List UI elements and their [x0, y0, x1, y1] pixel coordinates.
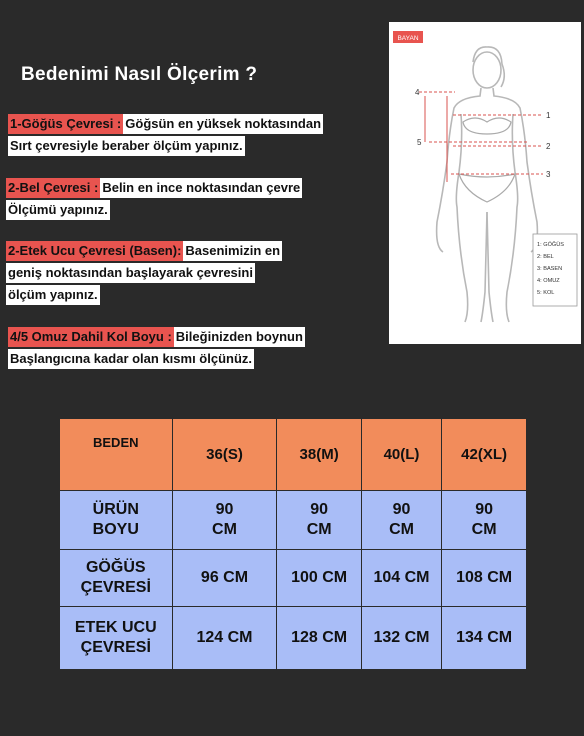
table-cell: 128 CM [277, 607, 361, 670]
row-label: ETEK UCU ÇEVRESİ [60, 607, 173, 670]
table-cell: 90 CM [442, 491, 527, 550]
table-header: 42(XL) [442, 419, 527, 491]
table-row [60, 491, 527, 550]
table-header: BEDEN [60, 419, 173, 491]
instruction-text: ölçüm yapınız. [6, 285, 100, 305]
figure-tag: BAYAN [397, 35, 419, 42]
instruction-text: Bileğinizden boynun [174, 327, 305, 347]
table-row [60, 550, 527, 607]
marker-3: 3 [546, 170, 551, 179]
instruction-text: geniş noktasından başlayarak çevresini [6, 263, 255, 283]
instruction-label: 1-Göğüs Çevresi : [8, 114, 123, 134]
instruction-text: Belin en ince noktasından çevre [100, 178, 302, 198]
marker-2: 2 [546, 142, 551, 151]
table-cell: 132 CM [361, 607, 441, 670]
body-figure-illustration [389, 22, 581, 344]
instruction-waist [6, 178, 302, 220]
instruction-hip [6, 241, 282, 305]
instruction-text: Sırt çevresiyle beraber ölçüm yapınız. [8, 136, 245, 156]
instruction-label: 4/5 Omuz Dahil Kol Boyu : [8, 327, 174, 347]
body-silhouette [437, 47, 538, 322]
table-cell: 90 CM [277, 491, 361, 550]
table-cell: 104 CM [361, 550, 441, 607]
size-table [59, 418, 527, 670]
table-cell: 134 CM [442, 607, 527, 670]
table-cell: 90 CM [172, 491, 277, 550]
table-row [60, 607, 527, 670]
table-cell: 108 CM [442, 550, 527, 607]
table-header: 38(M) [277, 419, 361, 491]
instruction-label: 2-Etek Ucu Çevresi (Basen): [6, 241, 183, 261]
marker-4: 4 [415, 88, 420, 97]
legend-item: 4: OMUZ [537, 278, 560, 284]
instruction-chest [8, 114, 323, 156]
row-label: ÜRÜN BOYU [60, 491, 173, 550]
legend-item: 3: BASEN [537, 266, 563, 272]
marker-1: 1 [546, 111, 551, 120]
table-header-row [60, 419, 527, 491]
table-cell: 90 CM [361, 491, 441, 550]
table-cell: 96 CM [172, 550, 277, 607]
underwear-outline [459, 118, 515, 202]
measure-lines-solid [425, 96, 447, 182]
instruction-sleeve [8, 327, 305, 369]
instruction-text: Göğsün en yüksek noktasından [123, 114, 323, 134]
page-title: Bedenimi Nasıl Ölçerim ? [21, 64, 258, 85]
legend-item: 1: GÖĞÜS [537, 242, 565, 248]
body-measurement-figure [389, 22, 581, 344]
table-cell: 124 CM [172, 607, 277, 670]
table-header: 36(S) [172, 419, 277, 491]
table-header: 40(L) [361, 419, 441, 491]
legend-item: 5: KOL [537, 290, 555, 296]
instruction-label: 2-Bel Çevresi : [6, 178, 100, 198]
marker-5: 5 [417, 138, 422, 147]
instruction-text: Başlangıcına kadar olan kısmı ölçünüz. [8, 349, 254, 369]
instruction-text: Ölçümü yapınız. [6, 200, 110, 220]
instruction-text: Basenimizin en [183, 241, 282, 261]
table-cell: 100 CM [277, 550, 361, 607]
row-label: GÖĞÜS ÇEVRESİ [60, 550, 173, 607]
legend-item: 2: BEL [537, 254, 554, 260]
